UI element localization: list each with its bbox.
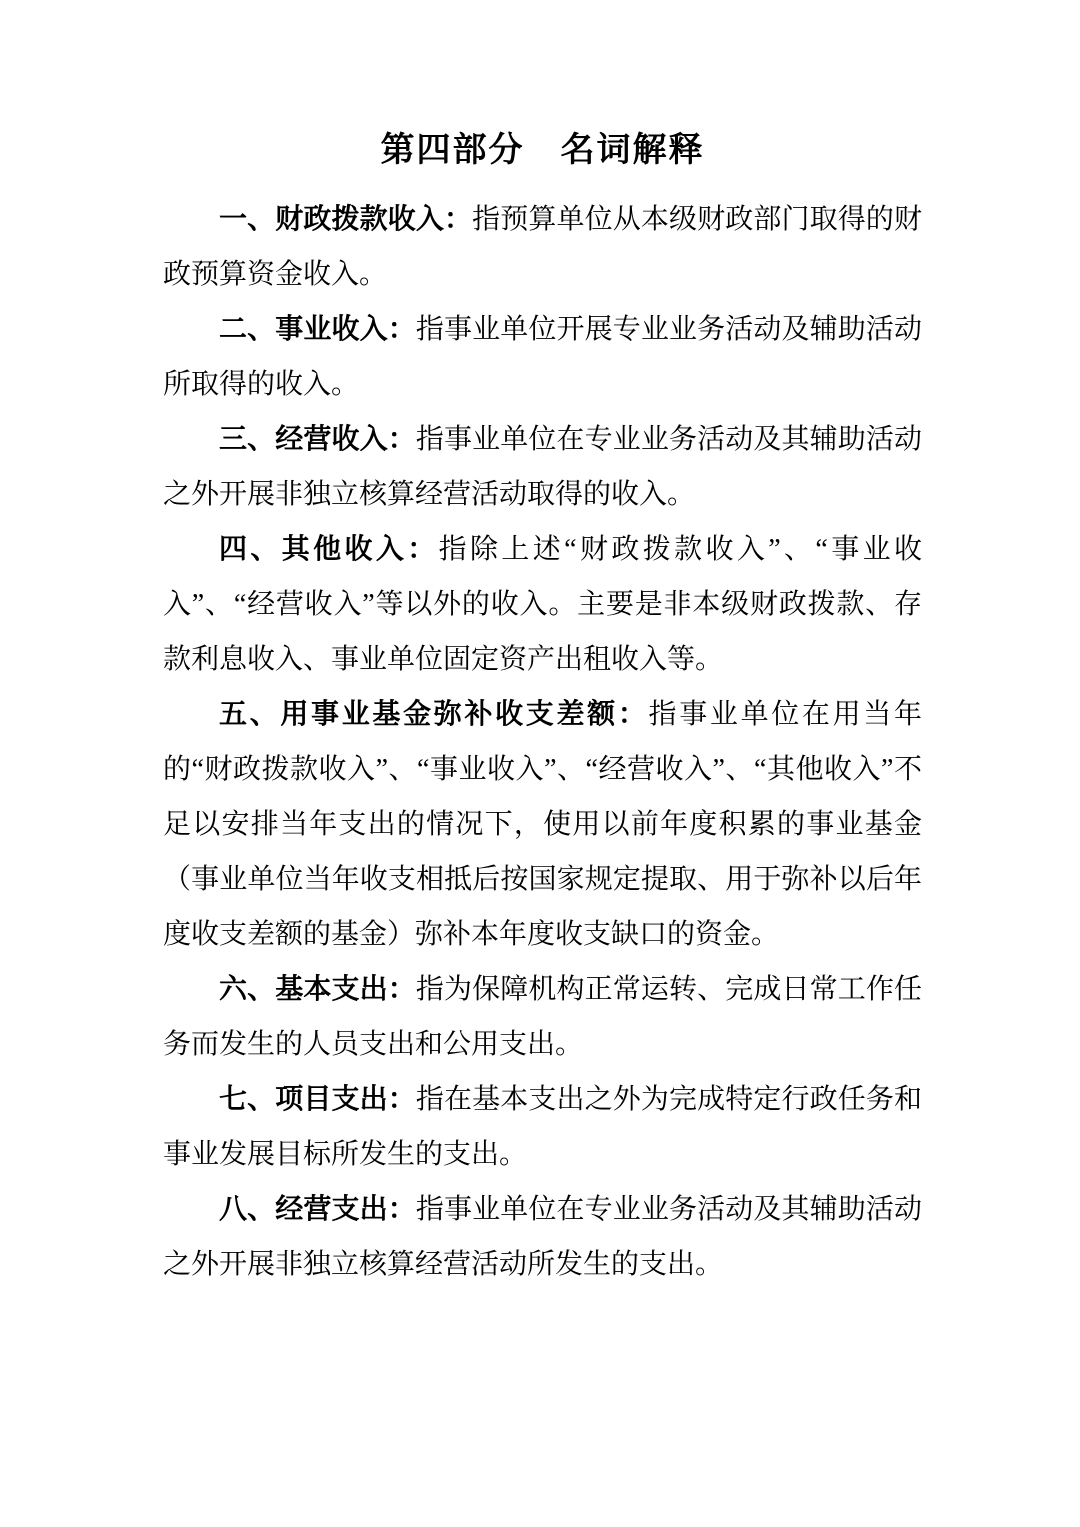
definition-paragraph xyxy=(163,962,922,1072)
definition-term: 五、用事业基金弥补收支差额： xyxy=(219,699,649,730)
definition-paragraph xyxy=(163,192,922,302)
definition-term: 六、基本支出： xyxy=(219,974,416,1005)
definition-text: 指事业单位在专业业务活动及其辅助活动之外开展非独立核算经营活动所发生的支出。 xyxy=(163,1194,922,1280)
definition-text: 指事业单位在专业业务活动及其辅助活动之外开展非独立核算经营活动取得的收入。 xyxy=(163,424,922,510)
definition-paragraph xyxy=(163,687,922,962)
definition-paragraph xyxy=(163,1182,922,1292)
definition-text: 指事业单位在用当年的“财政拨款收入”、“事业收入”、“经营收入”、“其他收入”不足以安排当年支出的情况下，使用以前年度积累的事业基金（事业单位当年收支相抵后按国家规定提取、用于弥补以后年度收支差额的基金）弥补本年度收支缺口的资金。 xyxy=(163,699,922,950)
definition-term: 一、财政拨款收入： xyxy=(219,204,473,235)
definition-term: 八、经营支出： xyxy=(219,1194,416,1225)
definition-text: 指除上述“财政拨款收入”、“事业收入”、“经营收入”等以外的收入。主要是非本级财政拨款、存款利息收入、事业单位固定资产出租收入等。 xyxy=(163,534,922,675)
definition-text: 指预算单位从本级财政部门取得的财政预算资金收入。 xyxy=(163,204,922,290)
definition-term: 七、项目支出： xyxy=(219,1084,416,1115)
definition-text: 指在基本支出之外为完成特定行政任务和事业发展目标所发生的支出。 xyxy=(163,1084,922,1170)
definition-paragraph xyxy=(163,1072,922,1182)
page-title: 第四部分 名词解释 xyxy=(380,131,705,169)
definition-term: 二、事业收入： xyxy=(219,314,416,345)
definition-paragraph xyxy=(163,302,922,412)
definition-paragraph xyxy=(163,412,922,522)
definition-text: 指为保障机构正常运转、完成日常工作任务而发生的人员支出和公用支出。 xyxy=(163,974,922,1060)
definition-paragraph xyxy=(163,522,922,687)
definition-text: 指事业单位开展专业业务活动及辅助活动所取得的收入。 xyxy=(163,314,922,400)
definition-term: 四、其他收入： xyxy=(219,534,439,565)
definition-term: 三、经营收入： xyxy=(219,424,416,455)
definitions-list xyxy=(163,192,922,1292)
